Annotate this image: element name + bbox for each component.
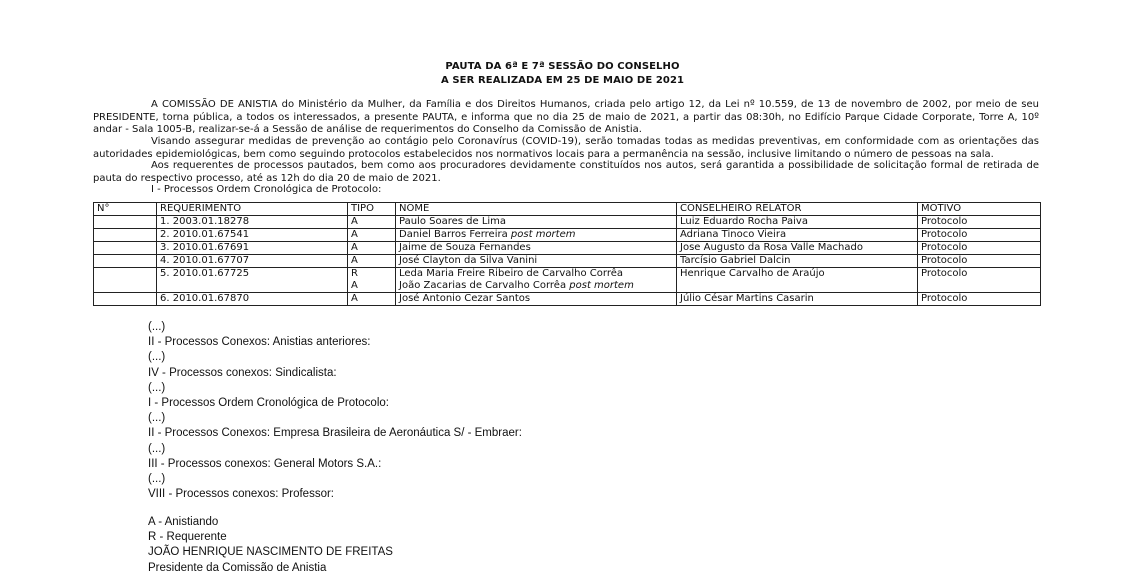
- nome-text: Jaime de Souza Fernandes: [399, 242, 531, 253]
- post-mortem-note: post mortem: [569, 280, 634, 291]
- list-item: (...): [148, 321, 166, 333]
- cell-tipo: A: [348, 216, 396, 229]
- table-row: [94, 255, 1041, 268]
- cell-nome: [396, 216, 677, 229]
- cell-requerimento: 3. 2010.01.67691: [157, 242, 348, 255]
- cell-nome: [396, 293, 677, 306]
- cell-relator: Henrique Carvalho de Araújo: [677, 268, 918, 293]
- cell-requerimento: 5. 2010.01.67725: [157, 268, 348, 293]
- cell-tipo: A: [348, 242, 396, 255]
- list-item: VIII - Processos conexos: Professor:: [148, 488, 334, 501]
- table-row: [94, 229, 1041, 242]
- tipo-line: R: [351, 268, 358, 279]
- cell-num: [94, 216, 157, 229]
- list-item: II - Processos Conexos: Anistias anteriores:: [148, 336, 371, 349]
- cell-motivo: Protocolo: [918, 293, 1041, 306]
- cell-requerimento: 2. 2010.01.67541: [157, 229, 348, 242]
- list-item: (...): [148, 412, 166, 425]
- cell-tipo: [348, 268, 396, 293]
- cell-tipo: A: [348, 293, 396, 306]
- nome-text: Paulo Soares de Lima: [399, 216, 507, 227]
- cell-requerimento: 1. 2003.01.18278: [157, 216, 348, 229]
- list-item: (...): [148, 351, 166, 364]
- header-nome: NOME: [396, 203, 677, 216]
- list-item: (...): [148, 442, 166, 455]
- legend-anistiando: A - Anistiando: [148, 516, 219, 528]
- cell-requerimento: 4. 2010.01.67707: [157, 255, 348, 268]
- list-item: (...): [148, 472, 166, 485]
- cell-tipo: A: [348, 255, 396, 268]
- table-row: [94, 242, 1041, 255]
- post-mortem-note: post mortem: [510, 229, 576, 240]
- table-row: [94, 268, 1041, 293]
- nome-text: Leda Maria Freire Ribeiro de Carvalho Corrêa: [399, 268, 623, 279]
- signer-name: JOÃO HENRIQUE NASCIMENTO DE FREITAS: [148, 546, 393, 559]
- cell-num: [94, 242, 157, 255]
- cell-nome: [396, 255, 677, 268]
- list-item: (...): [148, 381, 166, 394]
- cell-motivo: Protocolo: [918, 229, 1041, 242]
- document-subtitle: A SER REALIZADA EM 25 DE MAIO DE 2021: [440, 75, 685, 86]
- table-row: [94, 293, 1041, 306]
- header-motivo: MOTIVO: [918, 203, 1041, 216]
- header-num: N°: [94, 203, 157, 216]
- covid-paragraph: Visando assegurar medidas de prevenção ao contágio pelo Coronavírus (COVID-19), serão tomadas todas as medidas preventivas, em conformidade com as orientações das autoridades epidemiológicas, bem como seguindo protocolos estabelecidos nos normativos locais para a permanência na sessão, inclusive limitando o número de pessoas na sala.: [93, 136, 1039, 160]
- cell-nome: [396, 268, 677, 293]
- nome-line-2: [399, 280, 673, 292]
- omitted-sections-list: [148, 320, 522, 502]
- cell-relator: Adriana Tinoco Vieira: [677, 229, 918, 242]
- nome-text: João Zacarias de Carvalho Corrêa: [399, 280, 567, 291]
- signer-role: Presidente da Comissão de Anistia: [148, 561, 327, 574]
- cell-num: [94, 255, 157, 268]
- cell-nome: [396, 242, 677, 255]
- table-row: [94, 216, 1041, 229]
- cell-relator: Jose Augusto da Rosa Valle Machado: [677, 242, 918, 255]
- document-title: PAUTA DA 6ª E 7ª SESSÃO DO CONSELHO: [445, 61, 680, 72]
- legend-requerente: R - Requerente: [148, 531, 227, 544]
- cell-motivo: Protocolo: [918, 268, 1041, 293]
- nome-text: José Clayton da Silva Vanini: [399, 255, 538, 266]
- cell-requerimento: 6. 2010.01.67870: [157, 293, 348, 306]
- list-item: III - Processos conexos: General Motors S.A.:: [148, 457, 382, 470]
- list-item: I - Processos Ordem Cronológica de Protocolo:: [148, 396, 389, 409]
- nome-text: José Antonio Cezar Santos: [399, 293, 531, 304]
- list-item: IV - Processos conexos: Sindicalista:: [148, 366, 337, 379]
- intro-paragraph: A COMISSÃO DE ANISTIA do Ministério da Mulher, da Família e dos Direitos Humanos, criada pelo artigo 12, da Lei nº 10.559, de 13 de novembro de 2002, por meio de seu PRESIDENTE, torna pública, a todos os interessados, a presente PAUTA, e informa que no dia 25 de maio de 2021, a partir das 08:30h, no Edifício Parque Cidade Corporate, Torre A, 10º andar - Sala 1005-B, realizar-se-á a Sessão de análise de requerimentos do Conselho da Comissão de Anistia.: [93, 99, 1039, 135]
- tipo-line: A: [351, 280, 358, 291]
- cell-relator: Luiz Eduardo Rocha Paiva: [677, 216, 918, 229]
- cell-motivo: Protocolo: [918, 255, 1041, 268]
- cell-relator: Júlio César Martins Casarin: [677, 293, 918, 306]
- cell-motivo: Protocolo: [918, 242, 1041, 255]
- section-heading: I - Processos Ordem Cronológica de Protocolo:: [151, 184, 382, 195]
- cell-num: [94, 229, 157, 242]
- list-item: II - Processos Conexos: Empresa Brasileira de Aeronáutica S/ - Embraer:: [148, 427, 522, 440]
- cell-num: [94, 268, 157, 293]
- nome-text: Daniel Barros Ferreira: [399, 229, 508, 240]
- table-header-row: [94, 203, 1041, 216]
- cell-motivo: Protocolo: [918, 216, 1041, 229]
- header-requerimento: REQUERIMENTO: [157, 203, 348, 216]
- cell-tipo: A: [348, 229, 396, 242]
- header-relator: CONSELHEIRO RELATOR: [677, 203, 918, 216]
- cell-nome: [396, 229, 677, 242]
- cell-relator: Tarcísio Gabriel Dalcin: [677, 255, 918, 268]
- cell-num: [94, 293, 157, 306]
- withdrawal-paragraph: Aos requerentes de processos pautados, bem como aos procuradores devidamente constituídos nos autos, será garantida a possibilidade de solicitação formal de retirada de pauta do respectivo processo, até as 12h do dia 20 de maio de 2021.: [93, 160, 1039, 184]
- processes-table: [93, 202, 1041, 306]
- legend-and-signature: [148, 515, 393, 576]
- header-tipo: TIPO: [348, 203, 396, 216]
